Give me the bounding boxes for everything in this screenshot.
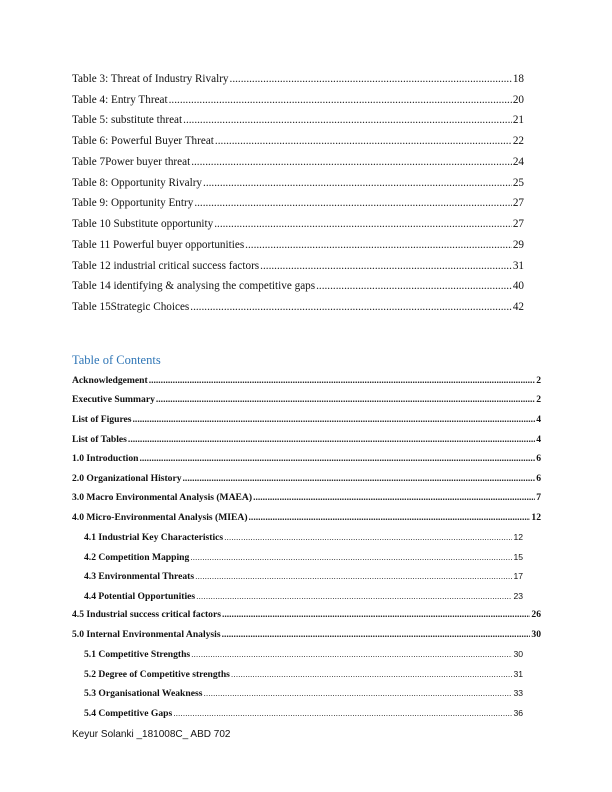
dot-leader	[196, 590, 512, 602]
dot-leader	[224, 531, 512, 543]
page-number: 20	[512, 94, 524, 106]
toc-entry[interactable]	[72, 473, 541, 485]
toc-entry[interactable]	[72, 394, 541, 406]
dot-leader	[191, 648, 512, 660]
page-number: 17	[513, 571, 523, 581]
dot-leader	[128, 434, 535, 446]
dot-leader	[249, 512, 531, 524]
dot-leader	[222, 629, 531, 641]
page-number: 7	[536, 492, 541, 503]
entry-label: 5.3 Organisational Weakness	[84, 688, 203, 699]
entry-label: List of Figures	[72, 414, 132, 425]
toc-entry[interactable]	[72, 453, 541, 465]
dot-leader	[183, 473, 536, 485]
table-entry[interactable]	[72, 300, 524, 314]
dot-leader	[260, 259, 512, 273]
page-number: 6	[536, 473, 541, 484]
dot-leader	[139, 453, 535, 465]
page-number: 30	[531, 629, 541, 640]
toc-entry[interactable]	[72, 434, 541, 446]
entry-label: Table 9: Opportunity Entry	[72, 197, 194, 209]
dot-leader	[245, 238, 512, 252]
toc-entry[interactable]	[72, 414, 541, 426]
dot-leader	[149, 375, 536, 387]
entry-label: Table 8: Opportunity Rivalry	[72, 177, 203, 189]
page-number: 30	[513, 649, 523, 659]
page-number: 2	[536, 375, 541, 386]
entry-label: Table 5: substitute threat	[72, 114, 183, 126]
entry-label: 5.2 Degree of Competitive strengths	[84, 669, 230, 680]
entry-label: Executive Summary	[72, 394, 155, 405]
dot-leader	[191, 155, 512, 169]
entry-label: Table 14 identifying & analysing the competitive gaps	[72, 280, 316, 292]
entry-label: Table 6: Powerful Buyer Threat	[72, 135, 214, 147]
toc-subentry[interactable]	[84, 668, 523, 681]
dot-leader	[190, 300, 512, 314]
entry-label: Table 11 Powerful buyer opportunities	[72, 239, 245, 251]
table-entry[interactable]	[72, 93, 524, 107]
entry-label: 3.0 Macro Environmental Analysis (MAEA)	[72, 492, 253, 503]
toc-heading: Table of Contents	[72, 353, 161, 367]
page-number: 31	[513, 669, 523, 679]
page-number: 2	[536, 394, 541, 405]
dot-leader	[215, 134, 512, 148]
toc-subentry[interactable]	[84, 590, 523, 603]
entry-label: List of Tables	[72, 434, 127, 445]
entry-label: 4.0 Micro-Environmental Analysis (MIEA)	[72, 512, 248, 523]
page-number: 33	[513, 688, 523, 698]
page-number: 42	[512, 301, 524, 313]
page-number: 26	[531, 609, 541, 620]
dot-leader	[316, 279, 512, 293]
toc-subentry[interactable]	[84, 551, 523, 564]
table-entry[interactable]	[72, 196, 524, 210]
page-number: 18	[512, 73, 524, 85]
entry-label: Table 3: Threat of Industry Rivalry	[72, 73, 229, 85]
entry-label: Acknowledgement	[72, 375, 148, 386]
table-entry[interactable]	[72, 238, 524, 252]
page-number: 24	[512, 156, 524, 168]
toc-subentry[interactable]	[84, 648, 523, 661]
table-entry[interactable]	[72, 259, 524, 273]
table-entry[interactable]	[72, 279, 524, 293]
toc-entry[interactable]	[72, 375, 541, 387]
dot-leader	[195, 570, 512, 582]
page-footer: Keyur Solanki _181008C_ ABD 702	[72, 729, 231, 740]
entry-label: Table 10 Substitute opportunity	[72, 218, 214, 230]
table-entry[interactable]	[72, 217, 524, 231]
page-number: 40	[512, 280, 524, 292]
page-number: 23	[513, 591, 523, 601]
table-entry[interactable]	[72, 176, 524, 190]
entry-label: Table 4: Entry Threat	[72, 94, 168, 106]
page-number: 29	[512, 239, 524, 251]
toc-subentry[interactable]	[84, 687, 523, 700]
dot-leader	[214, 217, 512, 231]
dot-leader	[183, 113, 512, 127]
dot-leader	[190, 551, 512, 563]
page-number: 21	[512, 114, 524, 126]
entry-label: 4.2 Competition Mapping	[84, 552, 190, 563]
dot-leader	[194, 196, 511, 210]
page-number: 31	[512, 260, 524, 272]
dot-leader	[231, 668, 513, 680]
dot-leader	[133, 414, 536, 426]
page-number: 22	[512, 135, 524, 147]
entry-label: 4.1 Industrial Key Characteristics	[84, 532, 224, 543]
page-number: 12	[531, 512, 541, 523]
toc-subentry[interactable]	[84, 707, 523, 720]
page-number: 25	[512, 177, 524, 189]
table-entry[interactable]	[72, 134, 524, 148]
entry-label: 4.3 Environmental Threats	[84, 571, 195, 582]
page-number: 4	[536, 414, 541, 425]
toc-subentry[interactable]	[84, 570, 523, 583]
dot-leader	[222, 609, 530, 621]
dot-leader	[253, 492, 535, 504]
entry-label: 1.0 Introduction	[72, 453, 139, 464]
page-number: 12	[513, 532, 523, 542]
table-entry[interactable]	[72, 72, 524, 86]
entry-label: 5.4 Competitive Gaps	[84, 708, 173, 719]
table-entry[interactable]	[72, 155, 524, 169]
page-number: 6	[536, 453, 541, 464]
entry-label: 5.0 Internal Environmental Analysis	[72, 629, 221, 640]
entry-label: 2.0 Organizational History	[72, 473, 182, 484]
entry-label: Table 7Power buyer threat	[72, 156, 191, 168]
toc-entry[interactable]	[72, 629, 541, 641]
table-entry[interactable]	[72, 113, 524, 127]
entry-label: Table 12 industrial critical success factors	[72, 260, 260, 272]
entry-label: 4.5 Industrial success critical factors	[72, 609, 221, 620]
dot-leader	[203, 687, 512, 699]
entry-label: 4.4 Potential Opportunities	[84, 591, 196, 602]
dot-leader	[203, 176, 512, 190]
dot-leader	[169, 93, 512, 107]
entry-label: 5.1 Competitive Strengths	[84, 649, 191, 660]
dot-leader	[156, 394, 535, 406]
page-number: 27	[512, 218, 524, 230]
dot-leader	[230, 72, 512, 86]
page-number: 4	[536, 434, 541, 445]
entry-label: Table 15Strategic Choices	[72, 301, 190, 313]
toc-entry[interactable]	[72, 492, 541, 504]
toc-subentry[interactable]	[84, 531, 523, 544]
toc-entry[interactable]	[72, 512, 541, 524]
page-number: 15	[513, 552, 523, 562]
dot-leader	[173, 707, 512, 719]
page-number: 36	[513, 708, 523, 718]
page-number: 27	[512, 197, 524, 209]
toc-entry[interactable]	[72, 609, 541, 621]
